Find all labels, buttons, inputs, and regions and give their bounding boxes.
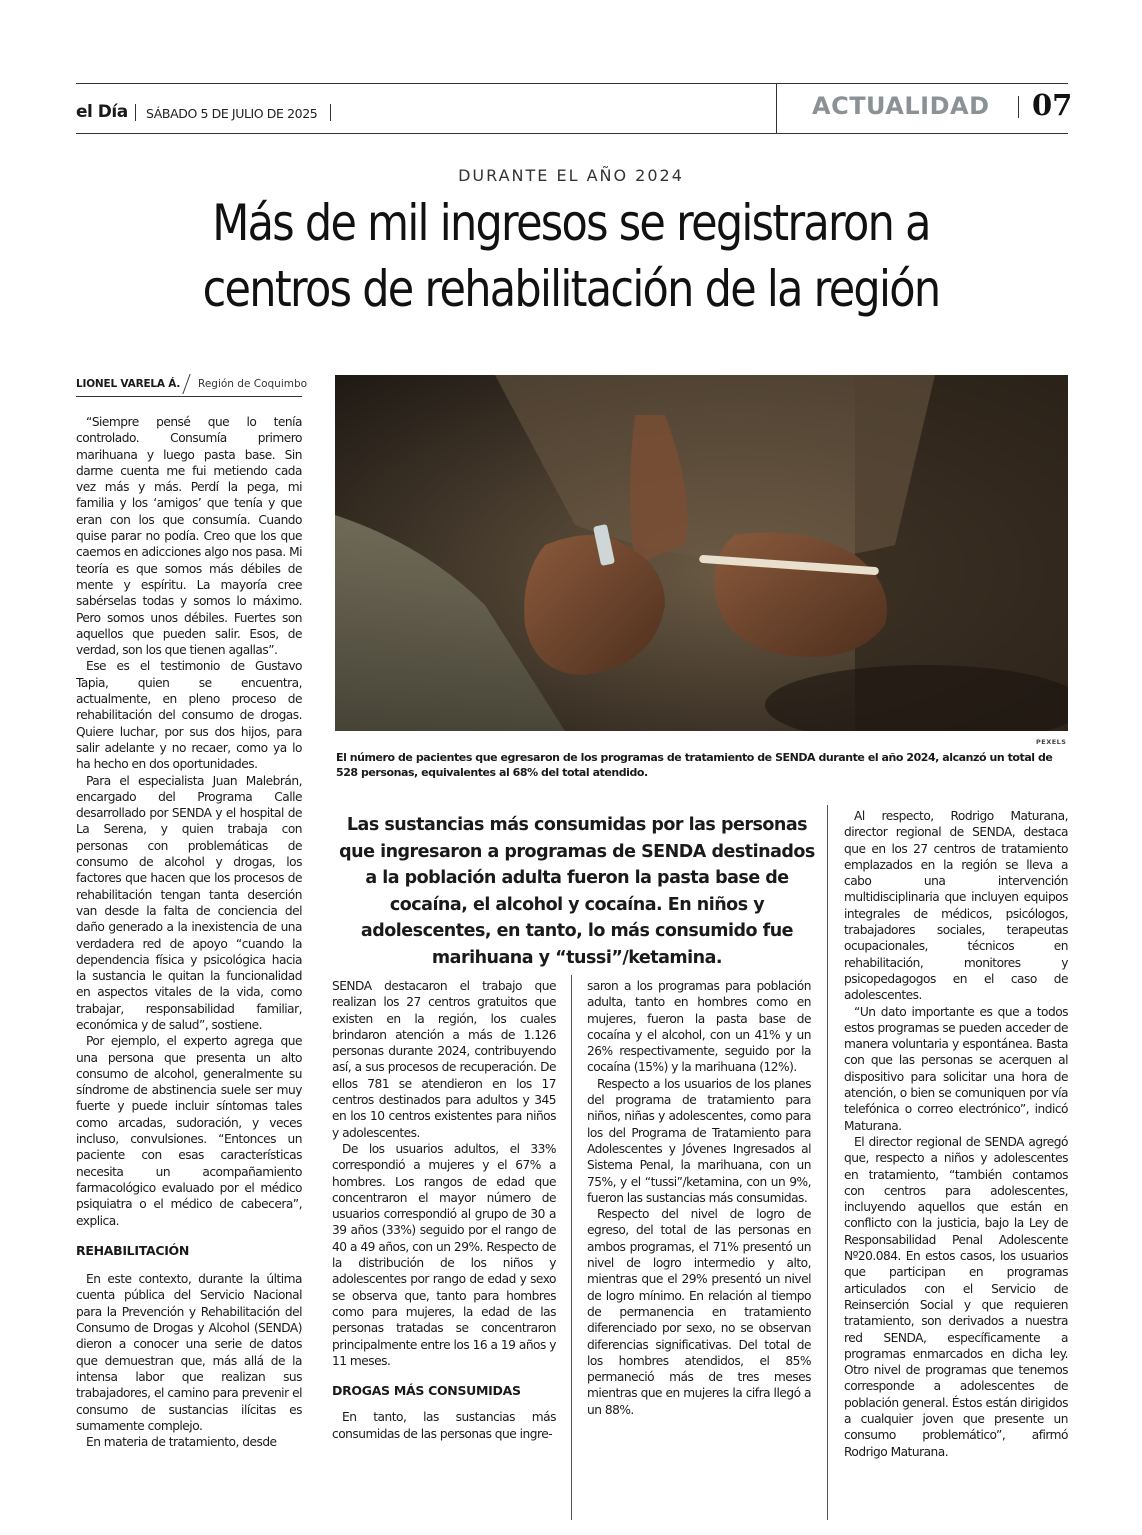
paragraph: De los usuarios adultos, el 33% correspondió a mujeres y el 67% a hombres. Los rangos de edad que concentraron el mayor número de usuarios correspondió al grupo de 30 a 39 años (33%) seguido por el rango de 40 a 49 años, con un 29%. Respecto de la distribución de los niños y adolescentes por rango de edad y sexo se observa que, tanto para hombres como para mujeres, la edad de las personas tratadas se concentraron principalmente entre los 16 a 19 años y 11 meses. [332,1141,556,1368]
article-column-2 [332,978,556,1442]
photo-credit: PEXELS [1036,738,1067,746]
column-divider [827,805,828,1520]
byline-divider [182,374,190,394]
paragraph: Por ejemplo, el experto agrega que una persona que presenta un alto consumo de alcohol, generalmente su síndrome de abstinencia suele ser muy fuerte y puede incluir síntomas tales como arcadas, sudoración, y veces incluso, convulsiones. “Entonces un paciente con esas características necesita un acompañamiento farmacológico evaluado por el médico psiquiatra o el médico de cabecera”, explica. [76,1034,302,1228]
paragraph: En materia de tratamiento, desde [86,1435,277,1450]
header-pipe [1018,96,1019,118]
paragraph: “Siempre pensé que lo tenía controlado. Consumía primero marihuana y luego pasta base. Sin darme cuenta me fui metiendo cada vez más y más. Perdí la pega, mi familia y los ‘amigos’ que tenía y que eran con los que consumía. Cuando quise parar no podía. Creo que los que caemos en adicciones algo nos pasa. Mi teoría es que somos más débiles de mente y espíritu. La mayoría cree sabérselas todas y somos lo máximo. Pero somos unos débiles. Fuertes son aquellos que pueden salir. Esos, de verdad, son los que tienen agallas”. [76,415,302,658]
issue-date: SÁBADO 5 DE JULIO DE 2025 [146,106,318,121]
paragraph: Al respecto, Rodrigo Maturana, director regional de SENDA, destaca que en los 27 centros de tratamiento emplazados en la región se lleva a cabo una intervención multidisciplinaria que incluyen equipos integrales de médicos, psicólogos, trabajadores sociales, terapeutas ocupacionales, técnicos en rehabilitación, monitores y psicopedagogos en el caso de adolescentes. [844,809,1068,1003]
byline-rule [76,396,302,397]
header-top-rule [76,83,1068,84]
masthead-logo: el Día [76,102,128,122]
section-name: ACTUALIDAD [812,92,990,120]
column-divider [571,975,572,1520]
pull-quote: Las sustancias más consumidas por las personas que ingresaron a programas de SENDA destinados a la población adulta fueron la pasta base de cocaína, el alcohol y cocaína. En niños y adolescentes, en tanto, lo más consumido fue marihuana y “tussi”/ketamina. [339,815,815,968]
article-headline [132,190,1011,322]
header-pipe [135,104,136,121]
article-column-1 [76,414,302,1450]
subheading-rehabilitacion: REHABILITACIÓN [76,1242,190,1258]
paragraph: Ese es el testimonio de Gustavo Tapia, quien se encuentra, actualmente, en pleno proceso de rehabilitación del consumo de drogas. Quiere luchar, por sus dos hijos, para salir adelante y no recaer, como ya lo ha hecho en dos oportunidades. [76,659,302,772]
headline-line-1: Más de mil ingresos se registraron a [212,194,930,252]
subheading-drogas: DROGAS MÁS CONSUMIDAS [332,1383,521,1399]
header-pipe [330,104,331,121]
header-bottom-rule [76,133,1068,134]
paragraph: El director regional de SENDA agregó que, respecto a niños y adolescentes en tratamiento, “también contamos con centros para adolescentes, incluyendo aquellos que están en conflicto con la justicia, bajo la Ley de Responsabilidad Penal Adolescente Nº20.084. En estos casos, los usuarios que participan en programas articulados con el Servicio de Reinserción Social y que requieren tratamiento, son derivados a nuestra red SENDA, específicamente a programas enmarcados en dicha ley. Otro nivel de programas que tenemos corresponde a adolescentes de población general. Éstos están dirigidos a cualquier joven que presente un consumo problemático”, afirmó Rodrigo Maturana. [844,1134,1068,1459]
article-kicker: DURANTE EL AÑO 2024 [458,166,684,185]
header-divider [776,83,777,134]
article-photo [335,375,1068,731]
article-column-3 [587,978,811,1418]
paragraph: SENDA destacaron el trabajo que realizan los 27 centros gratuitos que existen en la región, los cuales brindaron atención a más de 1.126 personas durante 2024, contribuyendo así, a sus procesos de recuperación. De ellos 781 se atendieron en los 17 centros destinados para adultos y 345 en los 10 centros existentes para niños y adolescentes. [332,979,556,1140]
paragraph: Para el especialista Juan Malebrán, encargado del Programa Calle desarrollado por SENDA y el hospital de La Serena, y quien trabaja con personas con problemáticas de consumo de alcohol y drogas, los factores que hacen que los procesos de rehabilitación tengan tanta deserción van desde la falta de conciencia del daño generado a la inexistencia de una verdadera red de apoyo “cuando la dependencia física y psicológica hacia la sustancia le quitan la funcionalidad en aspectos vitales de la vida, como trabajar, responsabilidad familiar, económica y de salud”, sostiene. [76,773,302,1032]
paragraph: En tanto, las sustancias más consumidas de las personas que ingre- [332,1410,556,1441]
photo-caption: El número de pacientes que egresaron de los programas de tratamiento de SENDA durante el año 2024, alcanzó un total de 528 personas, equivalentes al 68% del total atendido. [336,751,1053,779]
paragraph: saron a los programas para población adulta, tanto en hombres como en mujeres, fueron la pasta base de cocaína y el alcohol, con un 41% y un 26% respectivamente, seguido por la cocaína (15%) y la marihuana (12%). [587,979,811,1075]
headline-line-2: centros de rehabilitación de la región [202,260,940,318]
paragraph: En este contexto, durante la última cuenta pública del Servicio Nacional para la Prevención y Rehabilitación del Consumo de Drogas y Alcohol (SENDA) dieron a conocer una serie de datos que demuestran que, más allá de la intensa labor que realizan sus trabajadores, el camino para prevenir el consumo de sustancias ilícitas es sumamente complejo. [76,1272,302,1433]
paragraph: Respecto del nivel de logro de egreso, del total de las personas en ambos programas, el 71% presentó un nivel de logro intermedio y alto, mientras que el 29% presentó un nivel de logro mínimo. En relación al tiempo de permanencia en tratamiento diferenciado por sexo, no se observan diferencias significativas. Del total de los hombres atendidos, el 85% permaneció más de tres meses mientras que en mujeres la cifra llegó a un 88%. [587,1207,811,1417]
byline-region: Región de Coquimbo [198,378,308,390]
byline-author: LIONEL VARELA Á. [76,378,181,390]
page-number: 07 [1032,88,1073,122]
photo-illustration [335,375,1068,731]
paragraph: Respecto a los usuarios de los planes del programa de tratamiento para niños, niñas y adolescentes, como para los del Programa de Tratamiento para Adolescentes y Jóvenes Ingresados al Sistema Penal, la marihuana, con un 75%, y el “tussi”/ketamina, con un 9%, fueron las sustancias más consumidas. [587,1076,811,1205]
article-column-4 [844,808,1068,1460]
paragraph: “Un dato importante es que a todos estos programas se pueden acceder de manera voluntaria y espontánea. Basta con que las personas se acerquen al dispositivo para solicitar una hora de atención, o bien se comuniquen por vía telefónica o correo electrónico”, indicó Maturana. [844,1004,1068,1133]
